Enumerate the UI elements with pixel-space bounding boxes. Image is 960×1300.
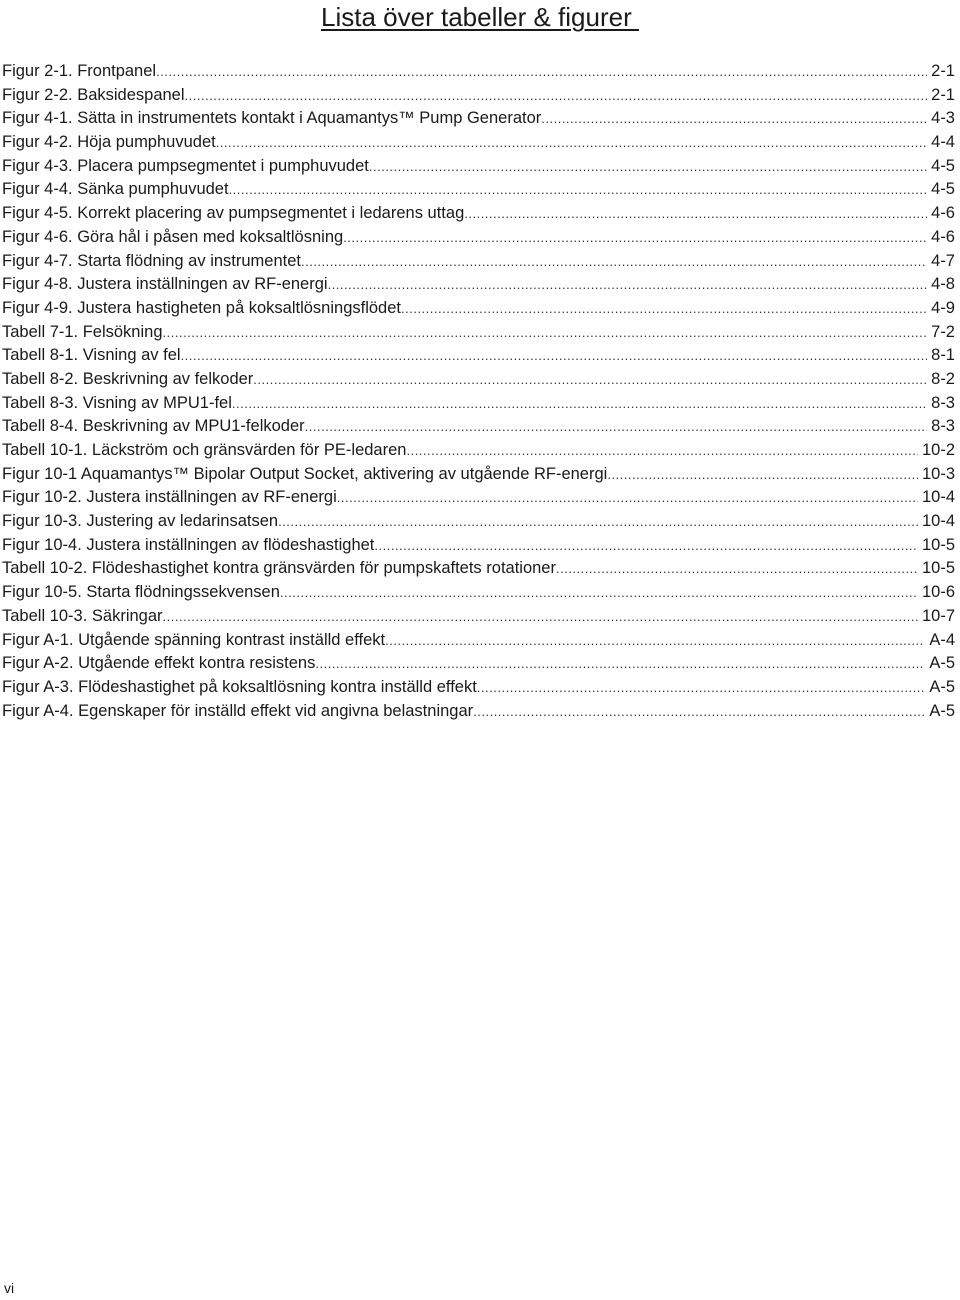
toc-entry-label: Figur 4-4. Sänka pumphuvudet	[2, 180, 229, 199]
toc-entry-label: Figur 10-5. Starta flödningssekvensen	[2, 583, 280, 602]
dot-leader	[374, 534, 918, 558]
toc-entry-page-number: 4-5	[931, 156, 955, 175]
dot-leader	[343, 226, 927, 250]
toc-entry-page-number: 8-3	[931, 417, 955, 436]
page-number: vi	[4, 1280, 15, 1296]
toc-entry	[2, 676, 955, 700]
toc-entry-page-number: A-5	[929, 677, 955, 696]
dot-leader	[163, 321, 928, 345]
toc-entry-label: Figur 4-1. Sätta in instrumentets kontakt i Aquamantys™ Pump Generator	[2, 109, 542, 128]
toc-entry	[2, 581, 955, 605]
toc-entry-label: Tabell 8-2. Beskrivning av felkoder	[2, 369, 254, 388]
dot-leader	[556, 557, 918, 581]
toc-entry	[2, 534, 955, 558]
toc-entry-page-number: 4-5	[931, 180, 955, 199]
toc-entry-page-number: 10-6	[921, 583, 955, 602]
dot-leader	[156, 60, 927, 84]
toc-entry-page-number: 4-6	[931, 204, 955, 223]
toc-entry	[2, 605, 955, 629]
toc-entry-label: Tabell 8-1. Visning av fel	[2, 346, 181, 365]
dot-leader	[278, 510, 918, 534]
dot-leader	[301, 250, 927, 274]
toc-entry-label: Figur A-3. Flödeshastighet på koksaltlösning kontra inställd effekt	[2, 677, 477, 696]
dot-leader	[541, 107, 927, 131]
toc-entry	[2, 700, 955, 724]
toc-entry-label: Figur 4-2. Höja pumphuvudet	[2, 133, 216, 152]
toc-entry-page-number: 10-4	[921, 512, 955, 531]
toc-entry-label: Figur 2-2. Baksidespanel	[2, 85, 185, 104]
dot-leader	[337, 486, 918, 510]
toc-entry-page-number: 4-8	[931, 275, 955, 294]
toc-entry-label: Figur 10-3. Justering av ledarinsatsen	[2, 512, 279, 531]
dot-leader	[181, 344, 928, 368]
toc-entry-page-number: 4-6	[931, 227, 955, 246]
toc-entry-label: Tabell 7-1. Felsökning	[2, 322, 163, 341]
toc-entry-page-number: 10-3	[921, 464, 955, 483]
dot-leader	[229, 178, 928, 202]
toc-entry	[2, 344, 955, 368]
page-title: Lista över tabeller & figurer	[321, 2, 639, 32]
toc-entry-page-number: 4-4	[931, 133, 955, 152]
toc-entry	[2, 463, 955, 487]
toc-entry-page-number: 2-1	[931, 85, 955, 104]
toc-entry-label: Tabell 8-3. Visning av MPU1-fel	[2, 393, 232, 412]
toc-entry	[2, 84, 955, 108]
dot-leader	[280, 581, 918, 605]
toc-entry	[2, 178, 955, 202]
toc-entry	[2, 557, 955, 581]
toc-entry-page-number: 4-9	[931, 298, 955, 317]
toc-entry	[2, 392, 955, 416]
toc-entry	[2, 202, 955, 226]
toc-entry	[2, 439, 955, 463]
toc-entry	[2, 250, 955, 274]
toc-entry-page-number: 10-2	[921, 441, 955, 459]
toc-entry-label: Figur 4-3. Placera pumpsegmentet i pumphuvudet	[2, 156, 369, 175]
dot-leader	[385, 629, 925, 653]
toc-entry-label: Figur A-4. Egenskaper för inställd effekt vid angivna belastningar	[2, 701, 474, 720]
toc-entry	[2, 368, 955, 392]
toc-entry	[2, 629, 955, 653]
toc-entry-label: Figur 10-1 Aquamantys™ Bipolar Output Socket, aktivering av utgående RF-energi	[2, 464, 608, 483]
toc-entry-label: Tabell 8-4. Beskrivning av MPU1-felkoder	[2, 417, 305, 436]
dot-leader	[305, 415, 928, 439]
toc-entry	[2, 297, 955, 321]
toc-entry-label: Figur 2-1. Frontpanel	[2, 62, 157, 80]
dot-leader	[607, 463, 918, 487]
dot-leader	[253, 368, 927, 392]
toc-entry-label: Figur 4-8. Justera inställningen av RF-energi	[2, 275, 328, 294]
toc-entry	[2, 226, 955, 250]
toc-entry	[2, 486, 955, 510]
toc-entry-page-number: 2-1	[931, 62, 955, 80]
toc-entry-label: Figur 10-4. Justera inställningen av flödeshastighet	[2, 535, 375, 554]
toc-entry	[2, 415, 955, 439]
dot-leader	[477, 676, 926, 700]
toc-entry-page-number: 8-1	[931, 346, 955, 365]
dot-leader	[315, 652, 925, 676]
toc-entry-label: Figur 10-2. Justera inställningen av RF-energi	[2, 488, 337, 507]
toc-entry-label: Figur A-1. Utgående spänning kontrast inställd effekt	[2, 630, 386, 649]
toc-entry	[2, 321, 955, 345]
toc-entry-page-number: 4-3	[931, 109, 955, 128]
dot-leader	[464, 202, 927, 226]
toc-entry-page-number: A-5	[929, 701, 955, 720]
toc-entry-label: Tabell 10-1. Läckström och gränsvärden för PE-ledaren	[2, 441, 407, 459]
toc-entry-page-number: A-4	[929, 630, 955, 649]
toc-entry	[2, 510, 955, 534]
dot-leader	[401, 297, 927, 321]
toc-entry-label: Figur 4-5. Korrekt placering av pumpsegmentet i ledarens uttag	[2, 204, 465, 223]
toc-entry-label: Figur 4-7. Starta flödning av instrumentet	[2, 251, 301, 270]
toc-entry-label: Tabell 10-2. Flödeshastighet kontra gränsvärden för pumpskaftets rotationer	[2, 559, 556, 578]
toc-entry-label: Figur 4-6. Göra hål i påsen med koksaltlösning	[2, 227, 344, 246]
dot-leader	[185, 84, 928, 108]
dot-leader	[328, 273, 928, 297]
dot-leader	[406, 439, 918, 463]
dot-leader	[163, 605, 918, 629]
toc-entry-page-number: 10-7	[921, 606, 955, 625]
toc-entry	[2, 273, 955, 297]
toc-entry-page-number: 7-2	[931, 322, 955, 341]
dot-leader	[216, 131, 927, 155]
toc-entry	[2, 652, 955, 676]
toc-entry-label: Tabell 10-3. Säkringar	[2, 606, 163, 625]
toc-entry	[2, 107, 955, 131]
dot-leader	[369, 155, 927, 179]
toc-entry-page-number: 10-5	[921, 559, 955, 578]
toc-entry-label: Figur A-2. Utgående effekt kontra resistens	[2, 654, 316, 673]
toc-entry-page-number: 10-4	[921, 488, 955, 507]
toc-entry-page-number: A-5	[929, 654, 955, 673]
toc-entry-label: Figur 4-9. Justera hastigheten på koksaltlösningsflödet	[2, 298, 401, 317]
toc-entry-page-number: 10-5	[921, 535, 955, 554]
table-of-contents-list	[2, 60, 955, 723]
toc-entry-page-number: 4-7	[931, 251, 955, 270]
dot-leader	[232, 392, 927, 416]
toc-entry	[2, 60, 955, 84]
toc-entry-page-number: 8-2	[931, 369, 955, 388]
toc-entry	[2, 155, 955, 179]
dot-leader	[473, 700, 925, 724]
toc-entry-page-number: 8-3	[931, 393, 955, 412]
toc-entry	[2, 131, 955, 155]
